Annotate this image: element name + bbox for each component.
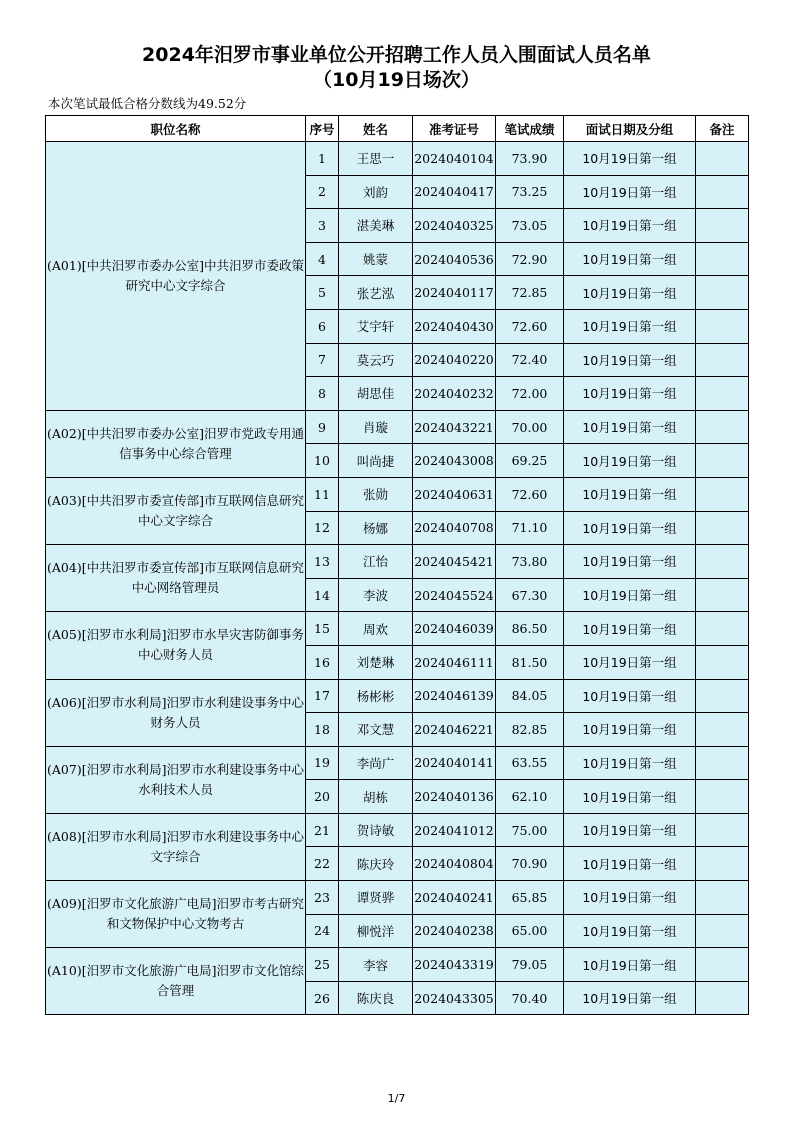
- cell-interview: 10月19日第一组: [564, 343, 696, 377]
- cell-exam-id: 2024040117: [413, 276, 496, 310]
- cell-no: 7: [306, 343, 339, 377]
- cell-remark: [696, 746, 749, 780]
- cell-no: 4: [306, 242, 339, 276]
- cell-exam-id: 2024043008: [413, 444, 496, 478]
- cell-name: 邓文慧: [339, 713, 413, 747]
- cell-exam-id: 2024040325: [413, 209, 496, 243]
- cell-position: (A05)[汨罗市水利局]汨罗市水旱灾害防御事务中心财务人员: [46, 612, 306, 679]
- cell-exam-id: 2024040104: [413, 142, 496, 176]
- cell-no: 10: [306, 444, 339, 478]
- cell-remark: [696, 948, 749, 982]
- cell-remark: [696, 813, 749, 847]
- cell-name: 李容: [339, 948, 413, 982]
- cell-score: 70.00: [496, 410, 564, 444]
- cell-no: 20: [306, 780, 339, 814]
- cell-interview: 10月19日第一组: [564, 746, 696, 780]
- cell-interview: 10月19日第一组: [564, 578, 696, 612]
- cell-interview: 10月19日第一组: [564, 780, 696, 814]
- cell-exam-id: 2024043319: [413, 948, 496, 982]
- cell-remark: [696, 209, 749, 243]
- cell-exam-id: 2024040238: [413, 914, 496, 948]
- cell-name: 陈庆良: [339, 981, 413, 1015]
- cell-score: 72.90: [496, 242, 564, 276]
- cell-name: 刘楚琳: [339, 645, 413, 679]
- table-header-row: [46, 116, 749, 142]
- cell-exam-id: 2024040631: [413, 477, 496, 511]
- col-header-exam-id: 准考证号: [413, 116, 496, 142]
- cell-name: 谭贤骅: [339, 881, 413, 915]
- cell-interview: 10月19日第一组: [564, 847, 696, 881]
- candidate-table: [45, 115, 749, 1015]
- cell-remark: [696, 175, 749, 209]
- cell-remark: [696, 713, 749, 747]
- cell-interview: 10月19日第一组: [564, 948, 696, 982]
- cell-no: 15: [306, 612, 339, 646]
- table-row: [46, 679, 749, 713]
- cell-score: 72.60: [496, 477, 564, 511]
- cell-position: (A10)[汨罗市文化旅游广电局]汨罗市文化馆综合管理: [46, 948, 306, 1015]
- cell-name: 周欢: [339, 612, 413, 646]
- cell-name: 莫云巧: [339, 343, 413, 377]
- cell-score: 72.60: [496, 309, 564, 343]
- cell-no: 17: [306, 679, 339, 713]
- cell-no: 9: [306, 410, 339, 444]
- table-row: [46, 410, 749, 444]
- cell-exam-id: 2024040536: [413, 242, 496, 276]
- cell-interview: 10月19日第一组: [564, 209, 696, 243]
- col-header-remark: 备注: [696, 116, 749, 142]
- cell-remark: [696, 444, 749, 478]
- cell-remark: [696, 309, 749, 343]
- cell-remark: [696, 881, 749, 915]
- cell-name: 胡思佳: [339, 377, 413, 411]
- cell-interview: 10月19日第一组: [564, 612, 696, 646]
- cell-position: (A03)[中共汨罗市委宣传部]市互联网信息研究中心文字综合: [46, 477, 306, 544]
- cell-remark: [696, 410, 749, 444]
- table-row: [46, 746, 749, 780]
- table-row: [46, 545, 749, 579]
- cell-exam-id: 2024045421: [413, 545, 496, 579]
- cell-score: 79.05: [496, 948, 564, 982]
- cell-name: 肖璇: [339, 410, 413, 444]
- cell-name: 柳悦洋: [339, 914, 413, 948]
- table-row: [46, 612, 749, 646]
- cell-name: 湛美琳: [339, 209, 413, 243]
- cell-score: 86.50: [496, 612, 564, 646]
- cell-remark: [696, 276, 749, 310]
- cell-name: 艾宇轩: [339, 309, 413, 343]
- cell-name: 叫尚捷: [339, 444, 413, 478]
- cell-remark: [696, 914, 749, 948]
- cell-score: 72.00: [496, 377, 564, 411]
- cell-score: 72.40: [496, 343, 564, 377]
- cell-exam-id: 2024040136: [413, 780, 496, 814]
- cell-name: 李尚广: [339, 746, 413, 780]
- cell-exam-id: 2024043305: [413, 981, 496, 1015]
- cell-interview: 10月19日第一组: [564, 309, 696, 343]
- cell-interview: 10月19日第一组: [564, 410, 696, 444]
- table-body: [46, 142, 749, 1015]
- cell-no: 23: [306, 881, 339, 915]
- passing-score-note: 本次笔试最低合格分数线为49.52分: [48, 96, 247, 111]
- cell-name: 胡栋: [339, 780, 413, 814]
- cell-score: 70.90: [496, 847, 564, 881]
- cell-exam-id: 2024046139: [413, 679, 496, 713]
- cell-exam-id: 2024040220: [413, 343, 496, 377]
- cell-no: 19: [306, 746, 339, 780]
- cell-name: 张艺泓: [339, 276, 413, 310]
- cell-interview: 10月19日第一组: [564, 142, 696, 176]
- cell-no: 18: [306, 713, 339, 747]
- cell-remark: [696, 612, 749, 646]
- cell-score: 69.25: [496, 444, 564, 478]
- cell-interview: 10月19日第一组: [564, 444, 696, 478]
- cell-interview: 10月19日第一组: [564, 813, 696, 847]
- cell-no: 1: [306, 142, 339, 176]
- cell-score: 63.55: [496, 746, 564, 780]
- cell-interview: 10月19日第一组: [564, 645, 696, 679]
- cell-score: 82.85: [496, 713, 564, 747]
- cell-score: 62.10: [496, 780, 564, 814]
- cell-exam-id: 2024041012: [413, 813, 496, 847]
- cell-no: 13: [306, 545, 339, 579]
- cell-exam-id: 2024046221: [413, 713, 496, 747]
- cell-no: 16: [306, 645, 339, 679]
- cell-remark: [696, 242, 749, 276]
- cell-exam-id: 2024046039: [413, 612, 496, 646]
- cell-exam-id: 2024040804: [413, 847, 496, 881]
- cell-remark: [696, 578, 749, 612]
- cell-position: (A09)[汨罗市文化旅游广电局]汨罗市考古研究和文物保护中心文物考古: [46, 881, 306, 948]
- cell-score: 65.85: [496, 881, 564, 915]
- cell-no: 2: [306, 175, 339, 209]
- cell-interview: 10月19日第一组: [564, 679, 696, 713]
- cell-position: (A01)[中共汨罗市委办公室]中共汨罗市委政策研究中心文字综合: [46, 142, 306, 411]
- cell-exam-id: 2024040430: [413, 309, 496, 343]
- table-row: [46, 881, 749, 915]
- cell-exam-id: 2024045524: [413, 578, 496, 612]
- cell-no: 21: [306, 813, 339, 847]
- cell-interview: 10月19日第一组: [564, 511, 696, 545]
- cell-no: 25: [306, 948, 339, 982]
- cell-score: 75.00: [496, 813, 564, 847]
- cell-score: 73.25: [496, 175, 564, 209]
- cell-position: (A04)[中共汨罗市委宣传部]市互联网信息研究中心网络管理员: [46, 545, 306, 612]
- cell-exam-id: 2024040241: [413, 881, 496, 915]
- cell-name: 姚蒙: [339, 242, 413, 276]
- cell-name: 张勋: [339, 477, 413, 511]
- cell-exam-id: 2024043221: [413, 410, 496, 444]
- cell-remark: [696, 679, 749, 713]
- cell-interview: 10月19日第一组: [564, 981, 696, 1015]
- cell-name: 陈庆玲: [339, 847, 413, 881]
- table-row: [46, 142, 749, 176]
- cell-name: 杨娜: [339, 511, 413, 545]
- cell-name: 江怡: [339, 545, 413, 579]
- cell-remark: [696, 477, 749, 511]
- cell-remark: [696, 847, 749, 881]
- cell-interview: 10月19日第一组: [564, 477, 696, 511]
- cell-no: 14: [306, 578, 339, 612]
- cell-score: 73.90: [496, 142, 564, 176]
- cell-score: 73.80: [496, 545, 564, 579]
- cell-no: 3: [306, 209, 339, 243]
- cell-position: (A07)[汨罗市水利局]汨罗市水利建设事务中心水利技术人员: [46, 746, 306, 813]
- cell-no: 12: [306, 511, 339, 545]
- cell-no: 24: [306, 914, 339, 948]
- cell-exam-id: 2024046111: [413, 645, 496, 679]
- cell-remark: [696, 780, 749, 814]
- cell-name: 贺诗敏: [339, 813, 413, 847]
- col-header-position: 职位名称: [46, 116, 306, 142]
- table-row: [46, 813, 749, 847]
- cell-exam-id: 2024040708: [413, 511, 496, 545]
- cell-interview: 10月19日第一组: [564, 713, 696, 747]
- cell-remark: [696, 377, 749, 411]
- col-header-name: 姓名: [339, 116, 413, 142]
- cell-position: (A06)[汨罗市水利局]汨罗市水利建设事务中心财务人员: [46, 679, 306, 746]
- page-number: 1/7: [387, 1092, 406, 1105]
- col-header-no: 序号: [306, 116, 339, 142]
- cell-score: 72.85: [496, 276, 564, 310]
- cell-name: 杨彬彬: [339, 679, 413, 713]
- cell-no: 26: [306, 981, 339, 1015]
- cell-interview: 10月19日第一组: [564, 545, 696, 579]
- cell-no: 11: [306, 477, 339, 511]
- cell-name: 王思一: [339, 142, 413, 176]
- cell-score: 67.30: [496, 578, 564, 612]
- cell-remark: [696, 343, 749, 377]
- cell-interview: 10月19日第一组: [564, 242, 696, 276]
- cell-no: 5: [306, 276, 339, 310]
- cell-interview: 10月19日第一组: [564, 175, 696, 209]
- table-row: [46, 477, 749, 511]
- col-header-interview: 面试日期及分组: [564, 116, 696, 142]
- col-header-score: 笔试成绩: [496, 116, 564, 142]
- cell-score: 73.05: [496, 209, 564, 243]
- cell-exam-id: 2024040141: [413, 746, 496, 780]
- cell-no: 22: [306, 847, 339, 881]
- cell-no: 8: [306, 377, 339, 411]
- cell-no: 6: [306, 309, 339, 343]
- cell-interview: 10月19日第一组: [564, 377, 696, 411]
- cell-name: 刘韵: [339, 175, 413, 209]
- cell-remark: [696, 545, 749, 579]
- cell-interview: 10月19日第一组: [564, 276, 696, 310]
- table-row: [46, 948, 749, 982]
- cell-score: 71.10: [496, 511, 564, 545]
- cell-remark: [696, 511, 749, 545]
- cell-interview: 10月19日第一组: [564, 914, 696, 948]
- cell-exam-id: 2024040417: [413, 175, 496, 209]
- cell-position: (A08)[汨罗市水利局]汨罗市水利建设事务中心文字综合: [46, 813, 306, 880]
- cell-exam-id: 2024040232: [413, 377, 496, 411]
- cell-score: 70.40: [496, 981, 564, 1015]
- cell-interview: 10月19日第一组: [564, 881, 696, 915]
- session-subtitle: （10月19日场次）: [313, 69, 480, 91]
- cell-score: 65.00: [496, 914, 564, 948]
- cell-score: 84.05: [496, 679, 564, 713]
- document-title: 2024年汨罗市事业单位公开招聘工作人员入围面试人员名单: [142, 44, 651, 66]
- cell-score: 81.50: [496, 645, 564, 679]
- cell-position: (A02)[中共汨罗市委办公室]汨罗市党政专用通信事务中心综合管理: [46, 410, 306, 477]
- cell-name: 李波: [339, 578, 413, 612]
- cell-remark: [696, 645, 749, 679]
- cell-remark: [696, 981, 749, 1015]
- cell-remark: [696, 142, 749, 176]
